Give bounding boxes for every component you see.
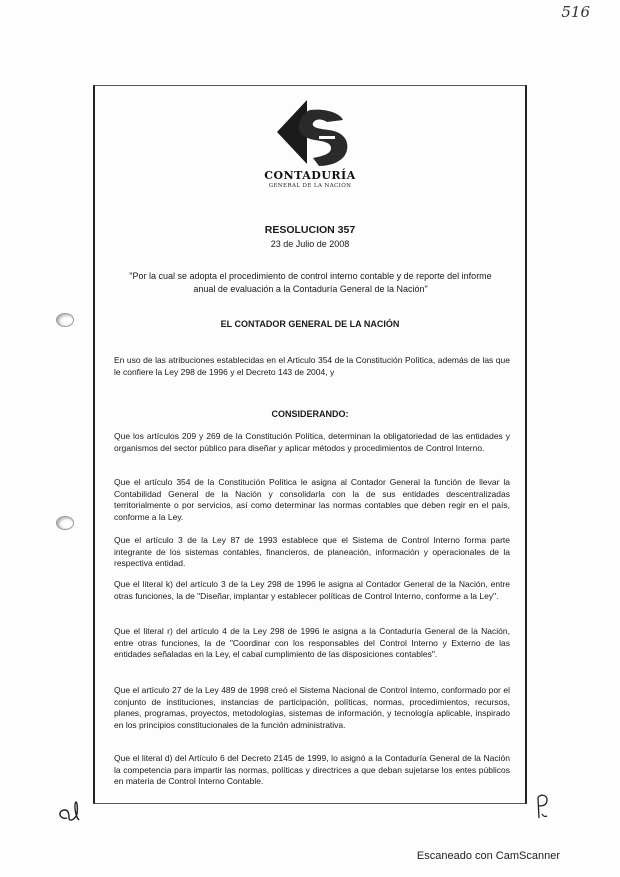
handwritten-signature (533, 790, 557, 820)
resolution-author: EL CONTADOR GENERAL DE LA NACIÓN (220, 319, 400, 329)
handwritten-initials (55, 798, 85, 828)
resolution-subject: "Por la cual se adopta el procedimiento de control interno contable y de reporte del informe anual de evaluación a la Contaduría General de la Nación" (129, 271, 492, 294)
logo-subtitle: GENERAL DE LA NACIÓN (268, 183, 352, 189)
intro-paragraph: En uso de las atribuciones establecidas en el Articulo 354 de la Constitución Política, además de las que le confiere la Ley 298 de 1996 y el Decreto 143 de 2004, y (114, 355, 510, 377)
scanner-watermark: Escaneado con CamScanner (416, 850, 560, 862)
considerando-paragraph: Que el literal d) del Artículo 6 del Decreto 2145 de 1999, lo asignó a la Contaduría General de la Nación la competencia para impartir las normas, políticas y directrices a que deban sujetarse los entes públicos en materia de Control Interno Contable. (114, 753, 510, 786)
logo-name: CONTADURÍA (264, 169, 356, 182)
considerando-paragraph: Que el literal r) del artículo 4 de la Ley 298 de 1996 le asigna a la Contaduría General de la Nación, entre otras funciones, la de "Coordinar con los responsables del Control Interno y Externo de las entidades señaladas en la Ley, el cabal cumplimiento de las disposiciones contables". (114, 626, 510, 659)
considerando-paragraph: Que el artículo 354 de la Constitución Política le asigna al Contador General la función de llevar la Contabilidad General de la Nación y consolidarla con la de sus entidades descentralizadas territorialmente o por servicios, así como determinar las normas contables que deben regir en el país, conforme a la Ley. (114, 477, 510, 522)
page-number: 516 (561, 3, 590, 21)
resolution-title: RESOLUCION 357 (264, 224, 356, 236)
considerando-paragraph: Que el literal k) del artículo 3 de la Ley 298 de 1996 le asigna al Contador General de la Nación, entre otras funciones, la de "Diseñar, implantar y establecer políticas de Control Interno, conforme a la Ley". (114, 579, 510, 601)
considerando-heading: CONSIDERANDO: (271, 409, 349, 419)
considerando-paragraph: Que el artículo 27 de la Ley 489 de 1998 creó el Sistema Nacional de Control Interno, conformado por el conjunto de instituciones, instancias de participación, políticas, normas, procedimientos, recursos, planes, programas, proyectos, metodologías, sistemas de información, y tecnología aplicable, inspirado en los principios constitucionales de la función administrativa. (114, 685, 510, 730)
considerando-paragraph: Que el artículo 3 de la Ley 87 de 1993 establece que el Sistema de Control Interno forma parte integrante de los sistemas contables, financieros, de planeación, información y operacionales de la respectiva entidad. (114, 535, 510, 568)
considerando-paragraph: Que los artículos 209 y 269 de la Constitución Política, determinan la obligatoriedad de las entidades y organismos del sector público para diseñar y aplicar métodos y procedimientos de Control Interno. (114, 431, 510, 453)
punch-hole-middle (56, 516, 74, 530)
punch-hole-top (56, 313, 74, 327)
resolution-date: 23 de Julio de 2008 (270, 239, 350, 249)
